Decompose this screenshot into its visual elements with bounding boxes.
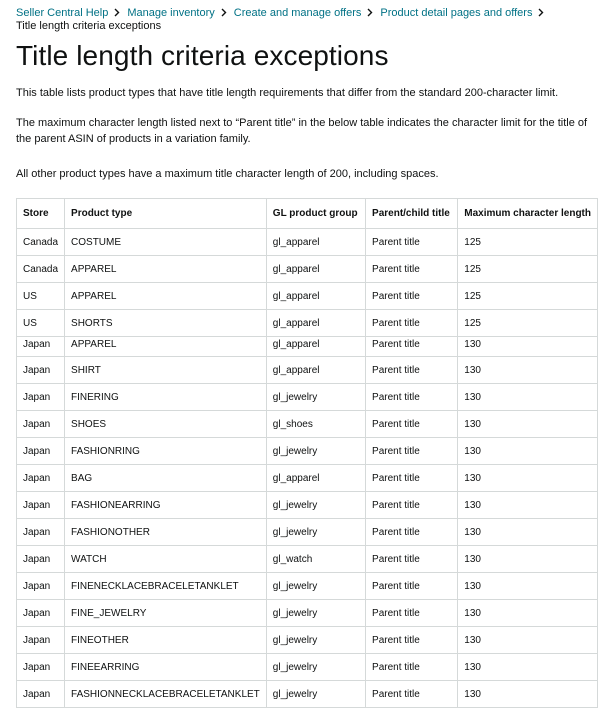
- cell-parent-child-title: Parent title: [366, 546, 458, 573]
- table-row: [17, 681, 598, 708]
- cell-gl-product-group: gl_apparel: [266, 229, 365, 256]
- cell-gl-product-group: gl_jewelry: [266, 600, 365, 627]
- table-row: [17, 411, 598, 438]
- table-row: [17, 438, 598, 465]
- cell-product-type: FINE_JEWELRY: [65, 600, 267, 627]
- cell-store: Japan: [17, 627, 65, 654]
- table-row: [17, 573, 598, 600]
- cell-max-length: 130: [458, 465, 598, 492]
- cell-parent-child-title: Parent title: [366, 519, 458, 546]
- cell-parent-child-title: Parent title: [366, 337, 458, 357]
- cell-store: Japan: [17, 384, 65, 411]
- cell-product-type: BAG: [65, 465, 267, 492]
- breadcrumb-link-create-manage-offers[interactable]: Create and manage offers: [233, 7, 362, 19]
- cell-product-type: FASHIONNECKLACEBRACELETANKLET: [65, 681, 267, 708]
- cell-max-length: 130: [458, 411, 598, 438]
- table-row: [17, 283, 598, 310]
- cell-store: Japan: [17, 357, 65, 384]
- cell-product-type: FINENECKLACEBRACELETANKLET: [65, 573, 267, 600]
- table-row: [17, 256, 598, 283]
- cell-product-type: WATCH: [65, 546, 267, 573]
- cell-product-type: SHORTS: [65, 310, 267, 337]
- intro-paragraph: This table lists product types that have title length requirements that differ from the standard 200-character limit.: [16, 87, 559, 99]
- table-body: [17, 229, 598, 708]
- cell-max-length: 130: [458, 546, 598, 573]
- cell-store: Canada: [17, 229, 65, 256]
- cell-store: Japan: [17, 337, 65, 357]
- cell-product-type: FASHIONOTHER: [65, 519, 267, 546]
- cell-product-type: SHIRT: [65, 357, 267, 384]
- cell-max-length: 130: [458, 600, 598, 627]
- cell-store: Japan: [17, 492, 65, 519]
- cell-store: US: [17, 310, 65, 337]
- header-store: Store: [17, 199, 65, 229]
- cell-store: Japan: [17, 546, 65, 573]
- breadcrumb: [16, 7, 594, 33]
- cell-product-type: FINERING: [65, 384, 267, 411]
- table-row: [17, 357, 598, 384]
- cell-max-length: 130: [458, 627, 598, 654]
- header-parent-child-title: Parent/child title: [366, 199, 458, 229]
- cell-gl-product-group: gl_jewelry: [266, 654, 365, 681]
- cell-store: Japan: [17, 654, 65, 681]
- breadcrumb-link-manage-inventory[interactable]: Manage inventory: [127, 7, 215, 19]
- cell-max-length: 125: [458, 310, 598, 337]
- breadcrumb-link-seller-central-help[interactable]: Seller Central Help: [16, 7, 109, 19]
- cell-gl-product-group: gl_jewelry: [266, 438, 365, 465]
- cell-max-length: 125: [458, 256, 598, 283]
- cell-parent-child-title: Parent title: [366, 465, 458, 492]
- table-header-row: [17, 199, 598, 229]
- cell-parent-child-title: Parent title: [366, 256, 458, 283]
- cell-parent-child-title: Parent title: [366, 573, 458, 600]
- cell-max-length: 130: [458, 492, 598, 519]
- cell-store: Japan: [17, 411, 65, 438]
- cell-max-length: 130: [458, 519, 598, 546]
- cell-gl-product-group: gl_jewelry: [266, 492, 365, 519]
- cell-product-type: APPAREL: [65, 283, 267, 310]
- cell-store: Japan: [17, 600, 65, 627]
- default-length-paragraph: All other product types have a maximum title character length of 200, including spaces.: [16, 168, 439, 180]
- cell-store: Japan: [17, 438, 65, 465]
- cell-parent-child-title: Parent title: [366, 310, 458, 337]
- header-product-type: Product type: [65, 199, 267, 229]
- page-title: Title length criteria exceptions: [16, 40, 389, 71]
- cell-parent-child-title: Parent title: [366, 357, 458, 384]
- cell-parent-child-title: Parent title: [366, 411, 458, 438]
- cell-parent-child-title: Parent title: [366, 681, 458, 708]
- cell-max-length: 130: [458, 357, 598, 384]
- table-row: [17, 600, 598, 627]
- parent-title-paragraph: The maximum character length listed next to “Parent title” in the below table indicates the character limit for the title of the parent ASIN of products in a variation family.: [16, 117, 588, 145]
- cell-max-length: 125: [458, 229, 598, 256]
- cell-max-length: 130: [458, 438, 598, 465]
- cell-parent-child-title: Parent title: [366, 492, 458, 519]
- header-gl-product-group: GL product group: [266, 199, 365, 229]
- cell-parent-child-title: Parent title: [366, 627, 458, 654]
- cell-store: US: [17, 283, 65, 310]
- cell-gl-product-group: gl_jewelry: [266, 681, 365, 708]
- cell-store: Japan: [17, 519, 65, 546]
- cell-parent-child-title: Parent title: [366, 600, 458, 627]
- chevron-right-icon: [221, 7, 227, 20]
- table-row: [17, 546, 598, 573]
- cell-max-length: 130: [458, 654, 598, 681]
- cell-max-length: 130: [458, 573, 598, 600]
- cell-store: Japan: [17, 573, 65, 600]
- cell-product-type: APPAREL: [65, 256, 267, 283]
- cell-parent-child-title: Parent title: [366, 384, 458, 411]
- table-row: [17, 384, 598, 411]
- cell-product-type: FINEOTHER: [65, 627, 267, 654]
- table-row: [17, 654, 598, 681]
- cell-store: Japan: [17, 681, 65, 708]
- cell-parent-child-title: Parent title: [366, 654, 458, 681]
- table-row: [17, 465, 598, 492]
- cell-max-length: 125: [458, 283, 598, 310]
- chevron-right-icon: [114, 7, 120, 20]
- table-row: [17, 519, 598, 546]
- table-row: [17, 337, 598, 357]
- table-row: [17, 229, 598, 256]
- cell-gl-product-group: gl_apparel: [266, 357, 365, 384]
- cell-gl-product-group: gl_apparel: [266, 283, 365, 310]
- cell-store: Canada: [17, 256, 65, 283]
- header-max-length: Maximum character length: [458, 199, 598, 229]
- cell-parent-child-title: Parent title: [366, 438, 458, 465]
- cell-gl-product-group: gl_jewelry: [266, 384, 365, 411]
- cell-parent-child-title: Parent title: [366, 229, 458, 256]
- table-row: [17, 492, 598, 519]
- cell-product-type: FASHIONRING: [65, 438, 267, 465]
- cell-gl-product-group: gl_jewelry: [266, 573, 365, 600]
- cell-parent-child-title: Parent title: [366, 283, 458, 310]
- table-row: [17, 627, 598, 654]
- table-row: [17, 310, 598, 337]
- cell-product-type: SHOES: [65, 411, 267, 438]
- cell-store: Japan: [17, 465, 65, 492]
- chevron-right-icon: [367, 7, 373, 20]
- cell-product-type: FASHIONEARRING: [65, 492, 267, 519]
- cell-gl-product-group: gl_apparel: [266, 337, 365, 357]
- breadcrumb-link-product-detail-pages[interactable]: Product detail pages and offers: [380, 7, 533, 19]
- cell-gl-product-group: gl_apparel: [266, 310, 365, 337]
- cell-gl-product-group: gl_jewelry: [266, 627, 365, 654]
- chevron-right-icon: [538, 7, 544, 20]
- cell-product-type: APPAREL: [65, 337, 267, 357]
- cell-gl-product-group: gl_shoes: [266, 411, 365, 438]
- breadcrumb-current: Title length criteria exceptions: [16, 20, 162, 32]
- cell-max-length: 130: [458, 337, 598, 357]
- cell-max-length: 130: [458, 384, 598, 411]
- cell-gl-product-group: gl_apparel: [266, 465, 365, 492]
- cell-gl-product-group: gl_apparel: [266, 256, 365, 283]
- cell-gl-product-group: gl_watch: [266, 546, 365, 573]
- cell-gl-product-group: gl_jewelry: [266, 519, 365, 546]
- cell-product-type: FINEEARRING: [65, 654, 267, 681]
- cell-product-type: COSTUME: [65, 229, 267, 256]
- exceptions-table: [16, 198, 598, 708]
- cell-max-length: 130: [458, 681, 598, 708]
